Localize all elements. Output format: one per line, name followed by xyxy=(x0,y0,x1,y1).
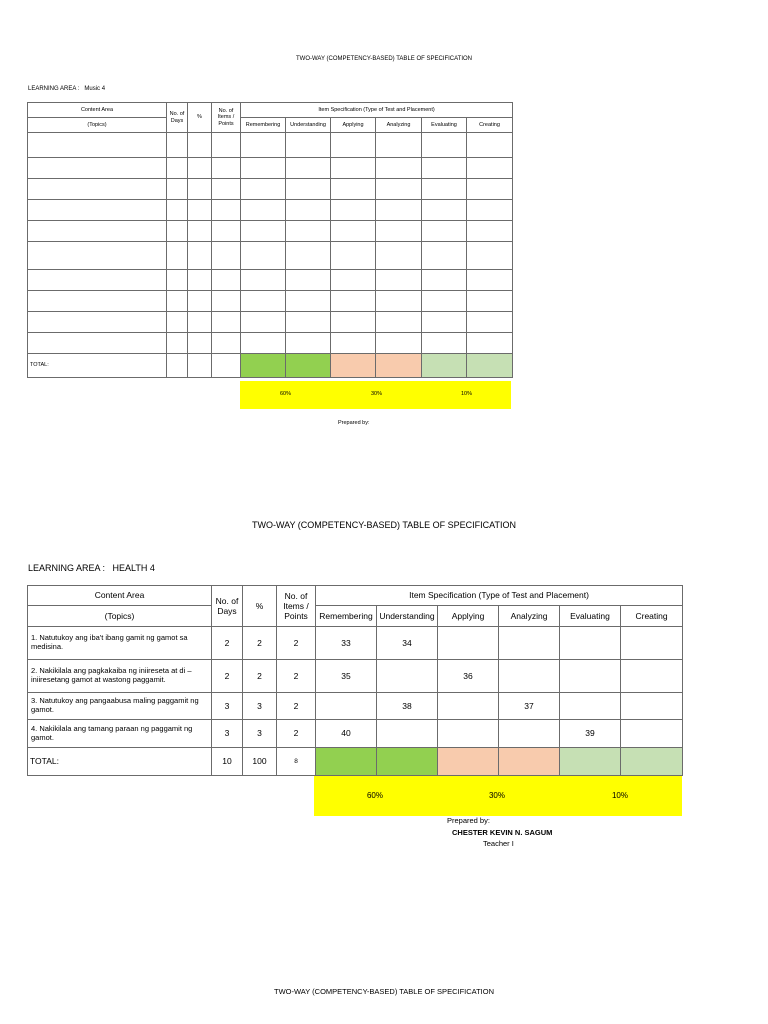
level-cell xyxy=(438,693,499,720)
percentage-difficult: 10% xyxy=(611,791,628,800)
level-cell xyxy=(499,660,560,693)
topic-cell: 4. Nakikilala ang tamang paraan ng paggamit ng gamot. xyxy=(28,720,212,748)
level-cell xyxy=(560,693,621,720)
items-cell: 2 xyxy=(277,693,316,720)
remembering-total xyxy=(241,354,286,378)
learning-area xyxy=(28,563,155,573)
remembering-total xyxy=(316,748,377,776)
level-cell xyxy=(560,660,621,693)
percentage-average: 30% xyxy=(488,791,505,800)
table-row xyxy=(28,660,683,693)
teacher-name: CHESTER KEVIN N. SAGUM xyxy=(452,828,553,837)
level-header: Remembering xyxy=(316,606,377,627)
total-label: TOTAL: xyxy=(28,748,212,776)
level-cell xyxy=(499,720,560,748)
days-cell: 2 xyxy=(212,627,243,660)
total-days: 10 xyxy=(212,748,243,776)
items-cell: 2 xyxy=(277,627,316,660)
content-area-header: Content Area xyxy=(28,586,212,606)
table-row xyxy=(28,627,683,660)
table-row xyxy=(28,242,513,270)
tos-table xyxy=(27,102,513,378)
topic-cell: 2. Nakikilala ang pagkakaiba ng iniireseta at di – iniiresetang gamot at wastong paggamit. xyxy=(28,660,212,693)
percent-cell: 3 xyxy=(243,693,277,720)
understanding-total xyxy=(286,354,331,378)
items-cell: 2 xyxy=(277,660,316,693)
tos-table xyxy=(27,585,683,776)
analyzing-total xyxy=(376,354,422,378)
level-header: Understanding xyxy=(286,118,331,133)
percentage-easy: 60% xyxy=(366,791,383,800)
table-row xyxy=(28,133,513,158)
table-row xyxy=(28,200,513,221)
evaluating-total xyxy=(422,354,467,378)
level-header: Applying xyxy=(331,118,376,133)
table-row xyxy=(28,270,513,291)
days-header: No. of Days xyxy=(212,586,243,627)
percent-cell: 2 xyxy=(243,627,277,660)
percentage-average: 30% xyxy=(370,391,382,397)
total-label: TOTAL: xyxy=(28,354,167,378)
item-spec-header: Item Specification (Type of Test and Placement) xyxy=(316,586,683,606)
level-header: Analyzing xyxy=(376,118,422,133)
creating-total xyxy=(621,748,683,776)
percentage-difficult: 10% xyxy=(460,391,472,397)
table-row xyxy=(28,333,513,354)
items-header: No. of Items / Points xyxy=(212,103,241,133)
days-cell: 3 xyxy=(212,693,243,720)
table-row xyxy=(28,179,513,200)
topics-header: (Topics) xyxy=(28,606,212,627)
content-area-header: Content Area xyxy=(28,103,167,118)
level-cell xyxy=(438,627,499,660)
prepared-by: Prepared by: xyxy=(338,420,370,426)
level-cell xyxy=(438,720,499,748)
level-cell xyxy=(621,660,683,693)
item-spec-header: Item Specification (Type of Test and Placement) xyxy=(241,103,513,118)
level-cell: 36 xyxy=(438,660,499,693)
table-row xyxy=(28,312,513,333)
topic-cell: 1. Natutukoy ang iba't ibang gamit ng gamot sa medisina. xyxy=(28,627,212,660)
percent-header: % xyxy=(243,586,277,627)
topics-header: (Topics) xyxy=(28,118,167,133)
learning-area xyxy=(28,86,105,92)
level-header: Creating xyxy=(621,606,683,627)
percent-header: % xyxy=(188,103,212,133)
learning-area-value: Music 4 xyxy=(84,86,106,92)
section-title: TWO-WAY (COMPETENCY-BASED) TABLE OF SPECIFICATION xyxy=(251,520,517,530)
level-cell: 39 xyxy=(560,720,621,748)
level-header: Remembering xyxy=(241,118,286,133)
percent-cell: 2 xyxy=(243,660,277,693)
level-header: Evaluating xyxy=(560,606,621,627)
level-cell xyxy=(377,660,438,693)
level-cell: 40 xyxy=(316,720,377,748)
level-header: Evaluating xyxy=(422,118,467,133)
analyzing-total xyxy=(499,748,560,776)
level-cell xyxy=(377,720,438,748)
level-cell: 35 xyxy=(316,660,377,693)
total-items: 8 xyxy=(277,748,316,776)
section-title: TWO-WAY (COMPETENCY-BASED) TABLE OF SPECIFICATION xyxy=(295,56,473,62)
learning-area-label: LEARNING AREA : xyxy=(28,563,106,573)
level-cell xyxy=(316,693,377,720)
table-row xyxy=(28,158,513,179)
table-row xyxy=(28,720,683,748)
total-row xyxy=(28,748,683,776)
level-header: Understanding xyxy=(377,606,438,627)
prepared-by: Prepared by: xyxy=(447,816,490,825)
creating-total xyxy=(467,354,513,378)
evaluating-total xyxy=(560,748,621,776)
topic-cell: 3. Natutukoy ang pangaabusa maling paggamit ng gamot. xyxy=(28,693,212,720)
level-cell xyxy=(621,720,683,748)
table-row xyxy=(28,221,513,242)
level-cell xyxy=(621,693,683,720)
level-cell xyxy=(499,627,560,660)
learning-area-label: LEARNING AREA : xyxy=(28,86,80,92)
percentage-easy: 60% xyxy=(279,391,291,397)
level-cell xyxy=(621,627,683,660)
days-cell: 3 xyxy=(212,720,243,748)
level-header: Applying xyxy=(438,606,499,627)
teacher-role: Teacher I xyxy=(483,839,514,848)
section-title: TWO-WAY (COMPETENCY-BASED) TABLE OF SPECIFICATION xyxy=(273,987,495,996)
level-cell: 38 xyxy=(377,693,438,720)
level-cell: 37 xyxy=(499,693,560,720)
level-cell xyxy=(560,627,621,660)
table-row xyxy=(28,291,513,312)
level-header: Analyzing xyxy=(499,606,560,627)
total-percent: 100 xyxy=(243,748,277,776)
applying-total xyxy=(331,354,376,378)
items-cell: 2 xyxy=(277,720,316,748)
table-row xyxy=(28,693,683,720)
level-cell: 34 xyxy=(377,627,438,660)
level-header: Creating xyxy=(467,118,513,133)
applying-total xyxy=(438,748,499,776)
level-cell: 33 xyxy=(316,627,377,660)
percent-cell: 3 xyxy=(243,720,277,748)
items-header: No. of Items / Points xyxy=(277,586,316,627)
days-header: No. of Days xyxy=(167,103,188,133)
days-cell: 2 xyxy=(212,660,243,693)
understanding-total xyxy=(377,748,438,776)
learning-area-value: HEALTH 4 xyxy=(112,563,155,573)
total-row xyxy=(28,354,513,378)
